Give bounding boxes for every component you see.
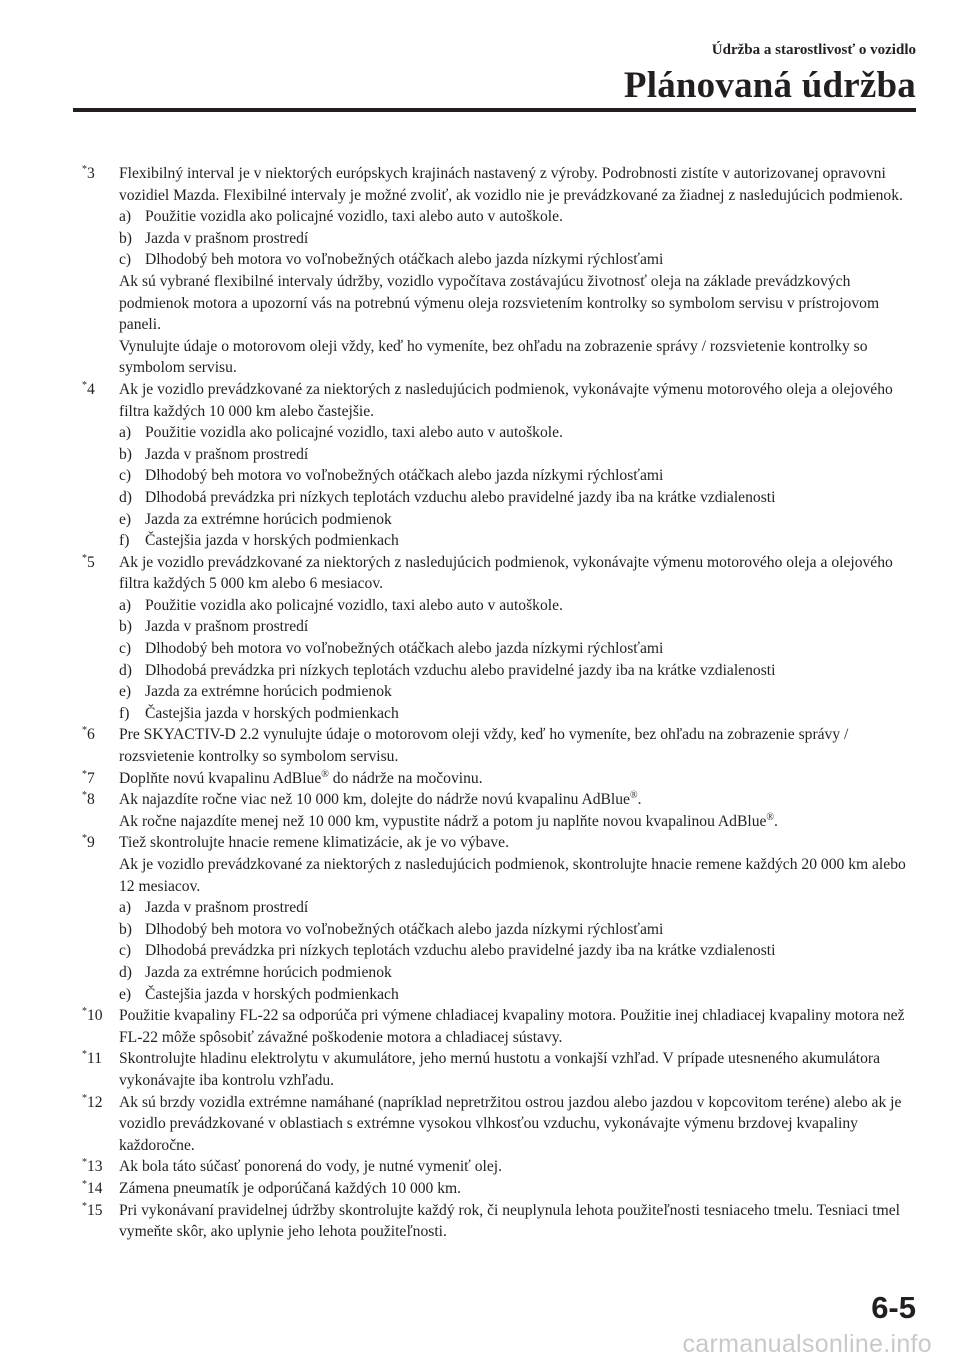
- footnote-10: [82, 1005, 922, 1048]
- footnote-marker: *5: [82, 552, 95, 571]
- list-item: a) Jazda v prašnom prostredí: [119, 899, 309, 917]
- list-item: b) Jazda v prašnom prostredí: [119, 618, 309, 636]
- footnote-text: Ak je vozidlo prevádzkované za niektorých z nasledujúcich podmienok, vykonávajte výmenu motorového oleja a olejového filtra každých 10 000 km alebo častejšie.: [119, 380, 893, 420]
- footnote-3: [82, 163, 922, 379]
- footnote-text: Ak je vozidlo prevádzkované za niektorých z nasledujúcich podmienok, vykonávajte výmenu motorového oleja a olejového filtra každých 5 000 km alebo 6 mesiacov.: [119, 553, 893, 593]
- registered-mark: ®: [629, 790, 638, 802]
- list-item: b) Jazda v prašnom prostredí: [119, 445, 309, 463]
- list-item: d) Dlhodobá prevádzka pri nízkych teplotách vzduchu alebo pravidelné jazdy iba na krátke vzdialenosti: [119, 661, 776, 679]
- footnote-marker: *4: [82, 379, 95, 398]
- list-item: c) Dlhodobý beh motora vo voľnobežných otáčkach alebo jazda nízkymi rýchlosťami: [119, 467, 664, 485]
- page-title: Plánovaná údržba: [623, 65, 916, 106]
- footnote-text: Skontrolujte hladinu elektrolytu v akumulátore, jeho mernú hustotu a vonkajší vzhľad. V prípade utesneného akumulátora vykonávajte iba kontrolu vzhľadu.: [119, 1050, 881, 1089]
- list-item: a) Použitie vozidla ako policajné vozidlo, taxi alebo auto v autoškole.: [119, 596, 563, 614]
- list-item: e) Častejšia jazda v horských podmienkach: [119, 985, 399, 1003]
- footnote-15: [82, 1200, 922, 1243]
- footnote-11: [82, 1048, 922, 1091]
- footnote-9: [82, 832, 922, 1005]
- footnote-text: Ak najazdíte ročne viac než 10 000 km, dolejte do nádrže novú kvapalinu AdBlue®.: [119, 790, 642, 809]
- list-item: f) Častejšia jazda v horských podmienkach: [119, 532, 399, 550]
- list-item: b) Dlhodobý beh motora vo voľnobežných otáčkach alebo jazda nízkymi rýchlosťami: [119, 920, 664, 938]
- footnote-text: Ak sú brzdy vozidla extrémne namáhané (napríklad nepretržitou ostrou jazdou alebo jazdou v kopcovitom teréne) alebo ak je vozidlo prevádzkované v oblastiach s extrémne vysokou vlhkosťou vzduchu, vykonávajte výmenu brzdovej kvapaliny každoročne.: [119, 1093, 902, 1154]
- registered-mark: ®: [321, 768, 329, 780]
- list-item: c) Dlhodobý beh motora vo voľnobežných otáčkach alebo jazda nízkymi rýchlosťami: [119, 251, 664, 269]
- footnote-text: Flexibilný interval je v niektorých európskych krajinách nastavený z výroby. Podrobnosti zistíte v autorizovanej opravovni vozidiel Mazda. Flexibilné intervaly je možné zvoliť, ak vozidlo nie je prevádzkované za žiadnej z nasledujúcich podmienok.: [119, 165, 903, 204]
- footnote-6: [82, 724, 922, 767]
- footnote-marker: *12: [82, 1092, 103, 1111]
- footnote-text: Pri vykonávaní pravidelnej údržby skontrolujte každý rok, či neuplynula lehota použiteľnosti tesniaceho tmelu. Tesniaci tmel vymeňte skôr, ako uplynie jeho lehota použiteľnosti.: [119, 1201, 900, 1241]
- footnote-marker: *9: [82, 833, 95, 852]
- footnote-text: Doplňte novú kvapalinu AdBlue® do nádrže na močovinu.: [119, 768, 483, 787]
- list-item: f) Častejšia jazda v horských podmienkach: [119, 704, 399, 722]
- footnote-14: [82, 1178, 922, 1200]
- footnote-marker: *10: [82, 1006, 103, 1025]
- footnote-marker: *11: [82, 1049, 103, 1068]
- footnote-text: Tiež skontrolujte hnacie remene klimatizácie, ak je vo výbave.: [119, 834, 509, 852]
- footnote-text: Ak ročne najazdíte menej než 10 000 km, vypustite nádrž a potom ju naplňte novou kvapalinou AdBlue®.: [119, 811, 778, 830]
- list-item: c) Dlhodobý beh motora vo voľnobežných otáčkach alebo jazda nízkymi rýchlosťami: [119, 640, 664, 658]
- footnote-4: [82, 379, 922, 552]
- watermark: carmanualsonline.info: [682, 1330, 932, 1358]
- footnote-text: Ak sú vybrané flexibilné intervaly údržby, vozidlo vypočítava zostávajúcu životnosť oleja na základe prevádzkových podmienok motora a upozorní vás na potrebnú výmenu oleja rozsvietením kontrolky so symbolom servisu v prístrojovom paneli.: [119, 272, 880, 334]
- registered-mark: ®: [766, 811, 775, 823]
- footnote-marker: *8: [82, 790, 95, 809]
- footnote-text: Použitie kvapaliny FL-22 sa odporúča pri výmene chladiacej kvapaliny motora. Použitie inej chladiacej kvapaliny motora než FL-22 môže spôsobiť závažné poškodenie motora a chladiacej sústavy.: [119, 1007, 905, 1046]
- footnote-7: [82, 768, 922, 790]
- footnote-text: Ak bola táto súčasť ponorená do vody, je nutné vymeniť olej.: [119, 1158, 503, 1176]
- footnote-13: [82, 1156, 922, 1178]
- list-item: c) Dlhodobá prevádzka pri nízkych teplotách vzduchu alebo pravidelné jazdy iba na krátke vzdialenosti: [119, 942, 776, 960]
- breadcrumb: Údržba a starostlivosť o vozidlo: [711, 42, 916, 58]
- header-rule: [73, 108, 916, 112]
- list-item: e) Jazda za extrémne horúcich podmienok: [119, 683, 392, 701]
- footnote-5: [82, 552, 922, 725]
- footnote-12: [82, 1092, 922, 1157]
- list-item: d) Jazda za extrémne horúcich podmienok: [119, 963, 392, 981]
- footnote-marker: *7: [82, 768, 95, 787]
- footnote-marker: *15: [82, 1200, 103, 1219]
- footnotes-list: [82, 163, 922, 1243]
- page-header: [624, 40, 916, 108]
- footnote-marker: *13: [82, 1157, 103, 1176]
- list-item: d) Dlhodobá prevádzka pri nízkych teplotách vzduchu alebo pravidelné jazdy iba na krátke vzdialenosti: [119, 488, 776, 506]
- footnote-8: [82, 789, 922, 832]
- footnote-text: Pre SKYACTIV-D 2.2 vynulujte údaje o motorovom oleji vždy, keď ho vymeníte, bez ohľadu na zobrazenie správy / rozsvietenie kontrolky so symbolom servisu.: [119, 726, 849, 766]
- list-item: a) Použitie vozidla ako policajné vozidlo, taxi alebo auto v autoškole.: [119, 424, 563, 442]
- page-number: 6-5: [871, 1290, 916, 1325]
- list-item: b) Jazda v prašnom prostredí: [119, 229, 309, 247]
- list-item: a) Použitie vozidla ako policajné vozidlo, taxi alebo auto v autoškole.: [119, 208, 563, 226]
- footnote-text: Zámena pneumatík je odporúčaná každých 10 000 km.: [119, 1179, 462, 1197]
- list-item: e) Jazda za extrémne horúcich podmienok: [119, 510, 392, 528]
- footnote-text: Vynulujte údaje o motorovom oleji vždy, keď ho vymeníte, bez ohľadu na zobrazenie správy / rozsvietenie kontrolky so symbolom servisu.: [119, 337, 868, 377]
- footnote-marker: *14: [82, 1178, 103, 1197]
- footnote-text: Ak je vozidlo prevádzkované za niektorých z nasledujúcich podmienok, skontrolujte hnacie remene každých 20 000 km alebo 12 mesiacov.: [119, 856, 906, 895]
- footnote-marker: *6: [82, 725, 95, 744]
- footnote-marker: *3: [82, 164, 95, 182]
